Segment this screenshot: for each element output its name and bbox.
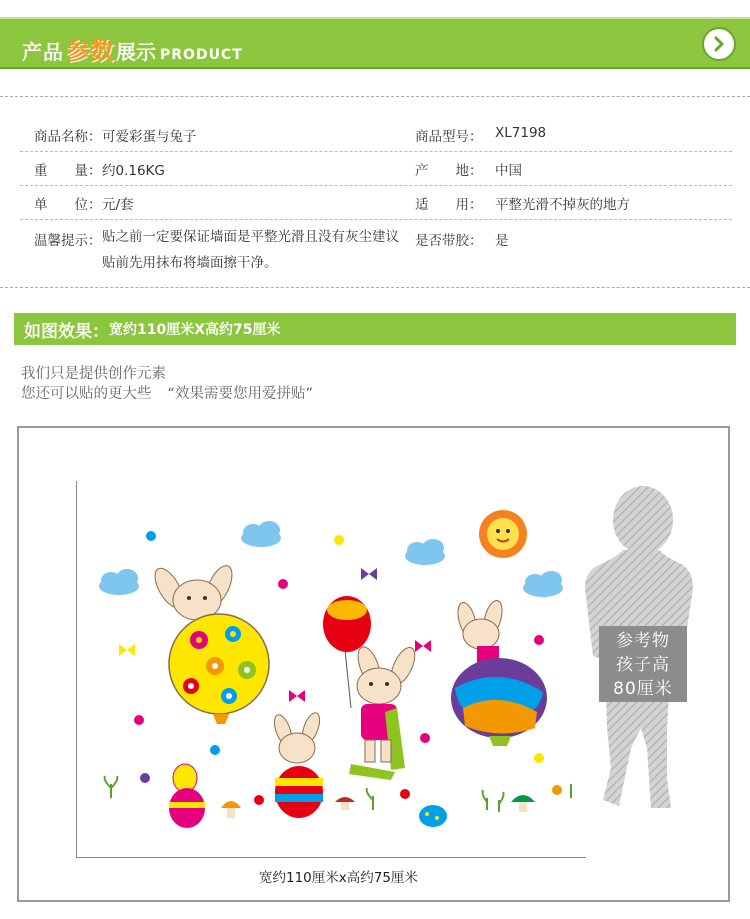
info-row xyxy=(20,152,732,186)
effect-label: 如图效果： xyxy=(24,321,109,342)
glue-value: 是 xyxy=(495,233,509,249)
next-arrow-button[interactable] xyxy=(702,27,736,61)
hint-quote: “效果需要您用爱拼贴” xyxy=(167,386,314,402)
title-part1: 产品 xyxy=(22,40,64,64)
reference-line2: 孩子高 xyxy=(616,655,670,675)
tip-label: 温馨提示： xyxy=(34,233,102,249)
name-label: 商品名称： xyxy=(34,128,102,145)
glue-label: 是否带胶： xyxy=(415,233,483,249)
section-title xyxy=(22,31,243,65)
width-axis xyxy=(76,857,586,858)
effect-illustration-frame xyxy=(17,426,730,902)
origin-value: 中国 xyxy=(495,162,522,179)
unit-label: 单 位： xyxy=(34,196,102,213)
title-english: PRODUCT xyxy=(160,47,243,63)
hint-line2: 您还可以贴的更大些 xyxy=(21,386,152,402)
dimension-label: 宽约110厘米x高约75厘米 xyxy=(259,870,418,886)
header-banner xyxy=(0,17,750,69)
chevron-right-icon xyxy=(710,35,728,53)
reference-line3: 80厘米 xyxy=(613,679,673,699)
name-value: 可爱彩蛋与兔子 xyxy=(102,128,197,145)
info-row xyxy=(20,186,732,220)
bunny-egg-balloon xyxy=(149,562,269,724)
info-row xyxy=(20,220,732,280)
effect-bar xyxy=(14,313,736,345)
title-part3: 展示 xyxy=(116,40,156,64)
model-value: XL7198 xyxy=(495,124,547,141)
usage-value: 平整光滑不掉灰的地方 xyxy=(495,196,630,213)
product-info-table xyxy=(20,118,732,280)
origin-label: 产 地： xyxy=(415,162,483,179)
height-axis xyxy=(76,481,77,857)
unit-value: 元/套 xyxy=(102,196,134,213)
bunny-balloon xyxy=(323,596,420,780)
weight-label: 重 量： xyxy=(34,162,102,179)
weight-value: 约0.16KG xyxy=(102,162,165,179)
usage-label: 适 用： xyxy=(415,196,483,213)
hint-line1: 我们只是提供创作元素 xyxy=(21,366,166,382)
reference-label xyxy=(599,626,687,702)
bunny-eggshell xyxy=(271,711,323,818)
model-label: 商品型号： xyxy=(415,128,483,145)
tip-value: 贴之前一定要保证墙面是平整光滑且没有灰尘建议贴前先用抹布将墙面擦干净。 xyxy=(102,229,399,271)
sun-icon xyxy=(479,510,527,558)
title-part2: 参数 xyxy=(66,37,114,65)
reference-line1: 参考物 xyxy=(616,631,670,651)
divider xyxy=(0,96,750,97)
bunny-hot-air-balloon xyxy=(451,599,547,746)
hint-text xyxy=(21,364,313,404)
effect-size: 宽约110厘米X高约75厘米 xyxy=(109,322,281,338)
divider xyxy=(0,287,750,288)
info-row xyxy=(20,118,732,152)
